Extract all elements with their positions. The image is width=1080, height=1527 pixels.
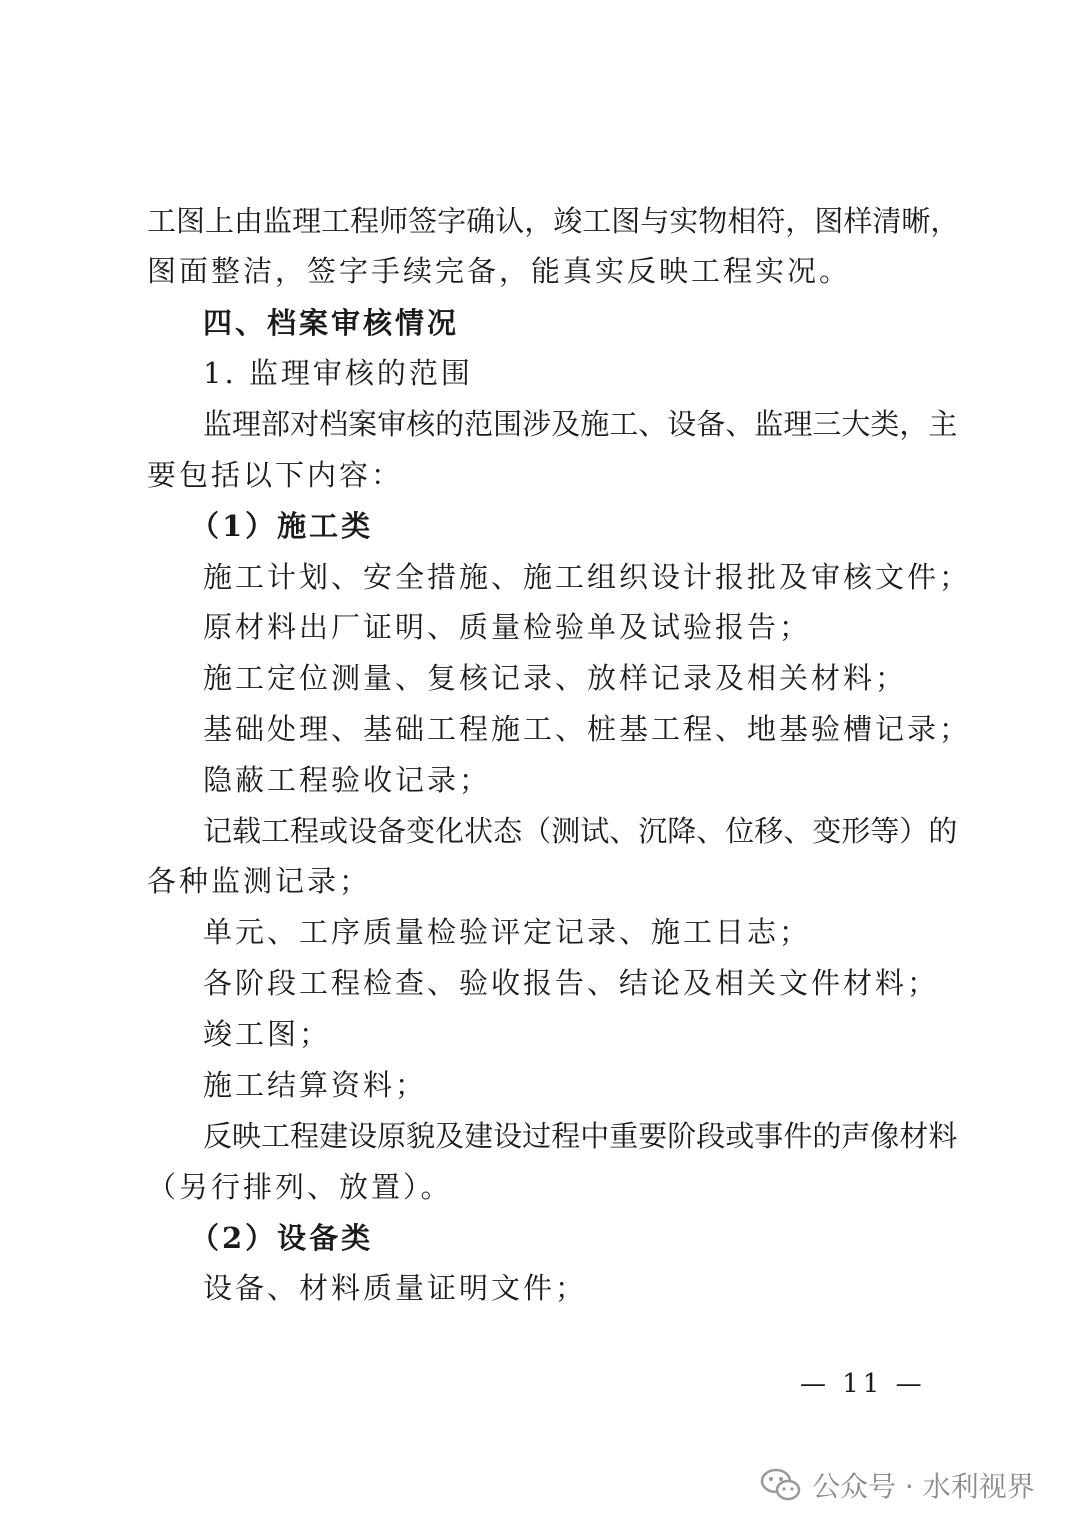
- paragraph-line: 要包括以下内容：: [147, 458, 404, 492]
- wechat-icon: [760, 1467, 802, 1503]
- category-heading: （1）施工类: [190, 509, 374, 543]
- list-item: 反 映 工 程 建 设 原 貌 及 建 设 过 程 中 重 要 阶 段 或 事 件 的 声 像 材 料: [203, 1119, 958, 1153]
- paragraph-line: 监 理 部 对 档 案 审 核 的 范 围 涉 及 施 工 、 设 备 、 监 理 三 大 类 ， 主: [203, 407, 958, 441]
- list-item: 各阶段工程检查、验收报告、结论及相关文件材料；: [203, 966, 940, 1000]
- list-item: 记 载 工 程 或 设 备 变 化 状 态 （ 测 试 、 沉 降 、 位 移 、 变 形 等 ） 的: [203, 814, 958, 848]
- list-item: 基础处理、基础工程施工、桩基工程、地基验槽记录；: [203, 712, 972, 746]
- paragraph-line: 图面整洁，签字手续完备，能真实反映工程实况。: [147, 254, 852, 288]
- list-item: 施工结算资料；: [203, 1068, 428, 1102]
- watermark: [760, 1460, 1035, 1510]
- list-item-continuation: （另行排列、放置）。: [147, 1170, 453, 1204]
- list-item: 原材料出厂证明、质量检验单及试验报告；: [203, 610, 812, 644]
- category-heading: （2）设备类: [190, 1221, 374, 1255]
- list-item: 竣工图；: [203, 1017, 332, 1051]
- list-item-continuation: 各种监测记录；: [147, 864, 372, 898]
- section-heading: 四、档案审核情况: [203, 306, 460, 340]
- list-item: 施工计划、安全措施、施工组织设计报批及审核文件；: [203, 560, 972, 594]
- list-item: 施工定位测量、复核记录、放样记录及相关材料；: [203, 661, 908, 695]
- paragraph-line: 工 图 上 由 监 理 工 程 师 签 字 确 认 ， 竣 工 图 与 实 物 相 符 ， 图 样 清 晰 ，: [147, 204, 960, 238]
- list-item: 设备、材料质量证明文件；: [203, 1271, 588, 1305]
- list-item: 单元、工序质量检验评定记录、施工日志；: [203, 915, 812, 949]
- page-number: — 11 —: [800, 1369, 926, 1399]
- watermark-text: 公众号 · 水利视界: [812, 1470, 1035, 1503]
- subsection-heading: 1. 监理审核的范围: [203, 356, 473, 390]
- list-item: 隐蔽工程验收记录；: [203, 763, 492, 797]
